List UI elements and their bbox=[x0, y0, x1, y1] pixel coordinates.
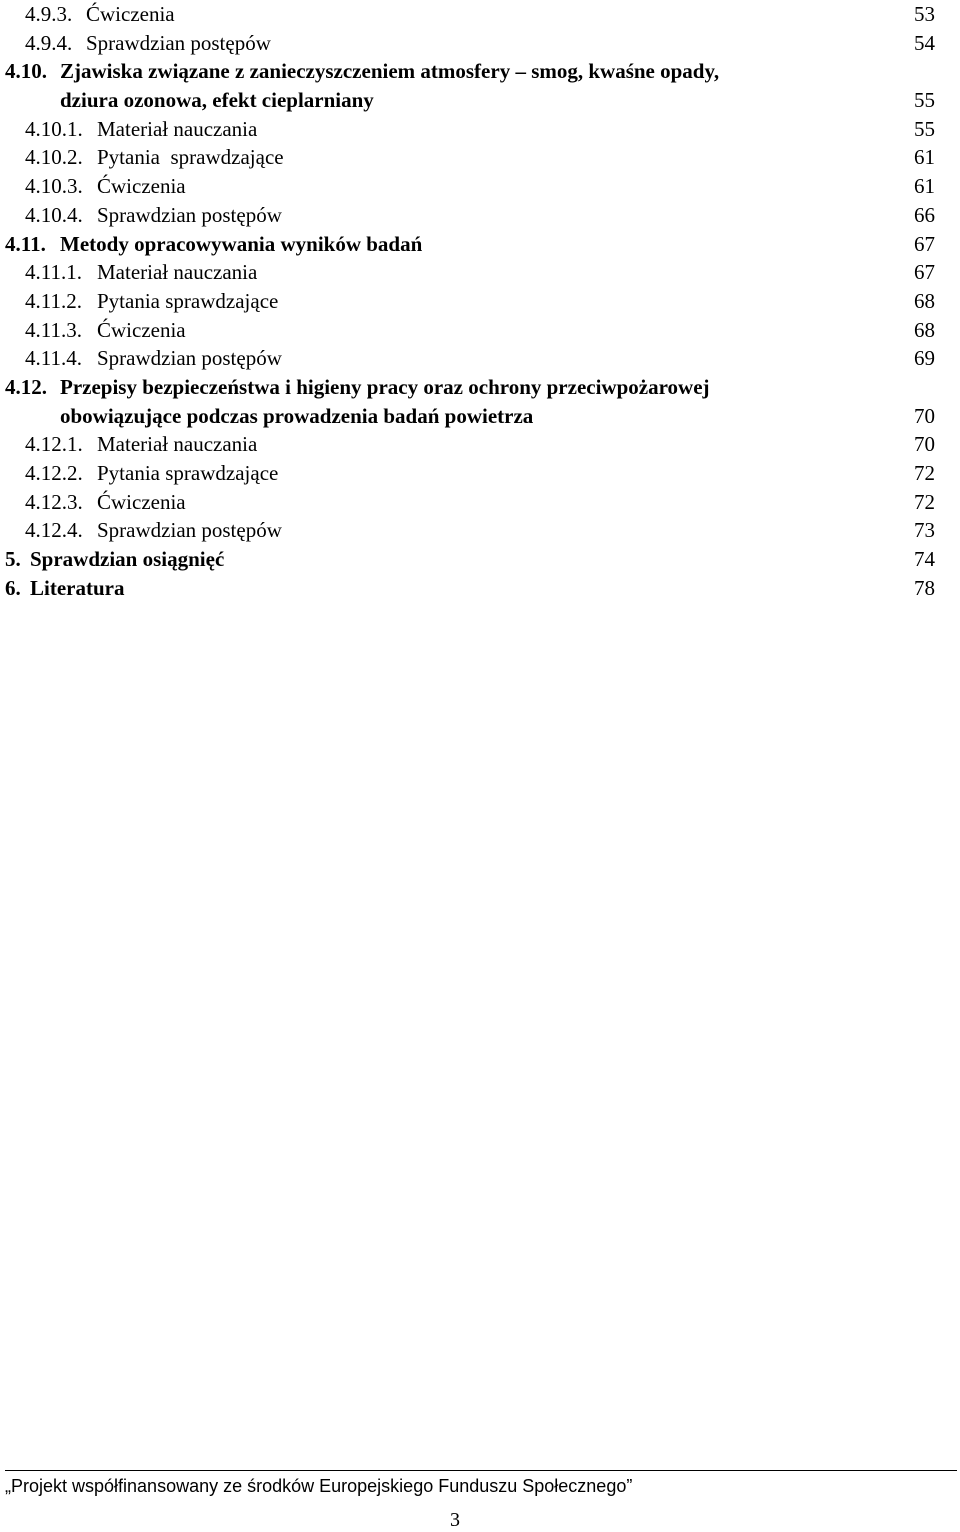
toc-entry-page: 68 bbox=[914, 317, 935, 342]
toc-entry-title: Sprawdzian postępów bbox=[97, 518, 282, 543]
toc-entry-4-12-3 bbox=[0, 488, 960, 517]
toc-entry-page: 74 bbox=[914, 547, 935, 572]
toc-entry-title: Pytania sprawdzające bbox=[97, 145, 284, 170]
toc-entry-page: 70 bbox=[914, 403, 935, 428]
toc-entry-number: 4.9.3. bbox=[25, 2, 73, 26]
toc-entry-4-11-3 bbox=[0, 316, 960, 345]
toc-entry-4-11-1 bbox=[0, 258, 960, 287]
toc-entry-4-10-1 bbox=[0, 115, 960, 144]
toc-entry-title: Sprawdzian postępów bbox=[97, 202, 282, 227]
toc-entry-page: 73 bbox=[914, 518, 935, 543]
toc-entry-title: Przepisy bezpieczeństwa i higieny pracy oraz ochrony przeciwpożarowej bbox=[60, 374, 710, 399]
toc-entry-number: 4.12.1. bbox=[25, 432, 83, 457]
footer-divider bbox=[5, 1470, 957, 1471]
toc-entry-page: 72 bbox=[914, 489, 935, 514]
toc-entry-page: 68 bbox=[914, 288, 935, 313]
toc-entry-page: 72 bbox=[914, 461, 935, 485]
toc-entry-number: 4.10.1. bbox=[25, 116, 83, 141]
toc-entry-title: Materiał nauczania bbox=[97, 260, 258, 285]
toc-entry-number: 4.12.4. bbox=[25, 518, 83, 543]
toc-entry-4-12 bbox=[0, 373, 960, 402]
toc-entry-4-12-continued bbox=[0, 402, 960, 431]
toc-entry-page: 70 bbox=[914, 432, 935, 457]
toc-entry-6 bbox=[0, 574, 960, 603]
toc-entry-page: 55 bbox=[914, 88, 935, 113]
toc-entry-4-10-4 bbox=[0, 201, 960, 230]
toc-entry-number: 4.12.2. bbox=[25, 461, 83, 485]
toc-entry-number: 4.10.3. bbox=[25, 174, 83, 199]
toc-entry-title: dziura ozonowa, efekt cieplarniany bbox=[60, 88, 374, 113]
toc-entry-number: 4.11.1. bbox=[25, 260, 82, 285]
toc-entry-4-12-2 bbox=[0, 459, 960, 488]
toc-entry-title: Materiał nauczania bbox=[97, 116, 258, 141]
toc-entry-title: Pytania sprawdzające bbox=[97, 461, 279, 485]
toc-entry-page: 67 bbox=[914, 231, 935, 256]
toc-entry-page: 78 bbox=[914, 575, 935, 600]
toc-entry-title: Sprawdzian osiągnięć bbox=[30, 547, 225, 572]
page-number: 3 bbox=[450, 1509, 460, 1531]
toc-entry-title: Ćwiczenia bbox=[97, 489, 186, 514]
toc-entry-title: Pytania sprawdzające bbox=[97, 288, 279, 313]
toc-entry-title: Ćwiczenia bbox=[97, 174, 186, 199]
toc-entry-page: 54 bbox=[914, 30, 935, 55]
toc-entry-4-10-2 bbox=[0, 143, 960, 172]
toc-entry-4-10-continued bbox=[0, 86, 960, 115]
footer-project-note: „Projekt współfinansowany ze środków Europejskiego Funduszu Społecznego” bbox=[5, 1476, 633, 1496]
toc-entry-page: 67 bbox=[914, 260, 935, 285]
toc-entry-4-12-1 bbox=[0, 430, 960, 459]
toc-entry-page: 55 bbox=[914, 116, 935, 141]
toc-entry-number: 4.9.4. bbox=[25, 30, 73, 55]
toc-entry-number: 4.10.4. bbox=[25, 202, 83, 227]
toc-entry-number: 4.12.3. bbox=[25, 489, 83, 514]
toc-entry-page: 69 bbox=[914, 346, 935, 371]
table-of-contents bbox=[0, 0, 960, 602]
toc-entry-4-9-4 bbox=[0, 29, 960, 58]
toc-entry-title: Ćwiczenia bbox=[97, 317, 186, 342]
toc-entry-title: Literatura bbox=[30, 575, 125, 600]
toc-entry-4-11 bbox=[0, 230, 960, 259]
toc-entry-4-12-4 bbox=[0, 516, 960, 545]
toc-entry-number: 4.10. bbox=[5, 59, 47, 84]
toc-entry-number: 4.11.2. bbox=[25, 288, 82, 313]
toc-entry-4-9-3 bbox=[0, 0, 960, 29]
toc-entry-page: 53 bbox=[914, 2, 935, 26]
toc-entry-number: 4.11.3. bbox=[25, 317, 82, 342]
toc-entry-4-10-3 bbox=[0, 172, 960, 201]
toc-entry-page: 61 bbox=[914, 174, 935, 199]
toc-entry-title: Ćwiczenia bbox=[86, 2, 175, 26]
toc-entry-5 bbox=[0, 545, 960, 574]
toc-entry-number: 4.11. bbox=[5, 231, 46, 256]
toc-entry-title: Sprawdzian postępów bbox=[97, 346, 282, 371]
toc-entry-number: 6. bbox=[5, 575, 21, 600]
toc-entry-title: Zjawiska związane z zanieczyszczeniem atmosfery – smog, kwaśne opady, bbox=[60, 59, 720, 84]
toc-entry-number: 4.12. bbox=[5, 374, 47, 399]
toc-entry-page: 66 bbox=[914, 202, 935, 227]
toc-entry-4-11-2 bbox=[0, 287, 960, 316]
toc-entry-number: 5. bbox=[5, 547, 21, 572]
toc-entry-4-11-4 bbox=[0, 344, 960, 373]
toc-entry-number: 4.10.2. bbox=[25, 145, 83, 170]
toc-entry-title: Sprawdzian postępów bbox=[86, 30, 271, 55]
toc-entry-number: 4.11.4. bbox=[25, 346, 82, 371]
toc-entry-4-10 bbox=[0, 57, 960, 86]
toc-entry-title: Materiał nauczania bbox=[97, 432, 258, 457]
toc-entry-title: Metody opracowywania wyników badań bbox=[60, 231, 423, 256]
toc-entry-page: 61 bbox=[914, 145, 935, 170]
toc-entry-title: obowiązujące podczas prowadzenia badań powietrza bbox=[60, 403, 534, 428]
